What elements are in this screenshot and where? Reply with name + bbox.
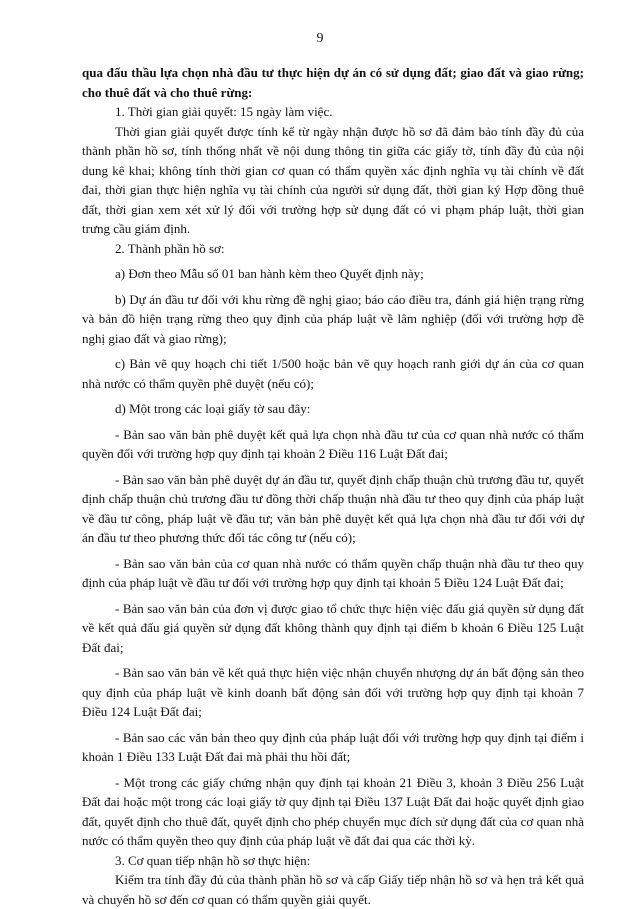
time-limit-body: Thời gian giải quyết được tính kể từ ngày nhận được hồ sơ đã đảm bảo tính đầy đủ của thành phần hồ sơ, tính thống nhất về nội dung thông tin giữa các giấy tờ, tính đầy đủ của nội dung kê khai; không tính thời gian cơ quan có thẩm quyền xác định nghĩa vụ tài chính về đất đai, thời gian thực hiện nghĩa vụ tài chính của người sử dụng đất, thời gian ký Hợp đồng thuê đất, thời gian xem xét xử lý đối với trường hợp sử dụng đất có vi phạm pháp luật, thời gian trưng cầu giám định. bbox=[82, 123, 584, 236]
dossier-item-a: a) Đơn theo Mẫu số 01 ban hành kèm theo Quyết định này; bbox=[115, 266, 424, 281]
dossier-title: 2. Thành phần hồ sơ: bbox=[115, 240, 225, 256]
dossier-subitem: - Một trong các giấy chứng nhận quy định tại khoản 21 Điều 3, khoản 3 Điều 256 Luật Đất đai hoặc một trong các loại giấy tờ quy định tại Điều 137 Luật Đất đai hoặc quyết định giao đất, quyết định cho thuê đất, quyết định cho phép chuyển mục đích sử dụng đất của cơ quan nhà nước có thẩm quyền theo quy định của pháp luật về đất đai qua các thời kỳ. bbox=[82, 774, 584, 848]
dossier-subitem: - Bản sao văn bản về kết quả thực hiện việc nhận chuyển nhượng dự án bất động sản theo quy định của pháp luật về kinh doanh bất động sản đối với trường hợp quy định tại khoản 7 Điều 124 Luật Đất đai; bbox=[82, 665, 584, 719]
receiving-agency-title: 3. Cơ quan tiếp nhận hồ sơ thực hiện: bbox=[115, 852, 311, 868]
receiving-agency-body: Kiểm tra tính đầy đủ của thành phần hồ sơ và cấp Giấy tiếp nhận hồ sơ và hẹn trả kết quả và chuyển hồ sơ đến cơ quan có thẩm quyền giải quyết. bbox=[82, 872, 584, 907]
dossier-subitem: - Bản sao văn bản phê duyệt kết quả lựa chọn nhà đầu tư của cơ quan nhà nước có thẩm quyền đối với trường hợp quy định tại khoản 2 Điều 116 Luật Đất đai; bbox=[82, 426, 584, 461]
page-number: 9 bbox=[316, 31, 324, 46]
dossier-subitem: - Bản sao văn bản phê duyệt dự án đầu tư, quyết định chấp thuận chủ trương đầu tư, quyết định chấp thuận chủ trương đầu tư đồng thời chấp thuận nhà đầu tư theo quy định của pháp luật về đầu tư công, pháp luật về đầu tư; văn bản phê duyệt kết quả lựa chọn nhà đầu tư đối với dự án đầu tư theo phương thức đối tác công tư (nếu có); bbox=[82, 471, 584, 545]
dossier-item-c: c) Bản vẽ quy hoạch chi tiết 1/500 hoặc bản vẽ quy hoạch ranh giới dự án của cơ quan nhà nước có thẩm quyền phê duyệt (nếu có); bbox=[82, 356, 584, 391]
dossier-item-d: d) Một trong các loại giấy tờ sau đây: bbox=[115, 401, 311, 416]
dossier-subitem: - Bản sao các văn bản theo quy định của pháp luật đối với trường hợp quy định tại điểm i khoản 1 Điều 133 Luật Đất đai mà phải thu hồi đất; bbox=[82, 729, 584, 764]
dossier-subitem: - Bản sao văn bản của cơ quan nhà nước có thẩm quyền chấp thuận nhà đầu tư theo quy định của pháp luật về đầu tư đối với trường hợp quy định tại khoản 5 Điều 124 Luật Đất đai; bbox=[82, 555, 584, 590]
time-limit-title: 1. Thời gian giải quyết: 15 ngày làm việc. bbox=[115, 104, 333, 119]
dossier-subitem: - Bản sao văn bản của đơn vị được giao tổ chức thực hiện việc đấu giá quyền sử dụng đất về kết quả đấu giá quyền sử dụng đất không thành quy định tại điểm b khoản 6 Điều 125 Luật Đất đai; bbox=[82, 600, 584, 655]
dossier-item-b: b) Dự án đầu tư đối với khu rừng đề nghị giao; báo cáo điều tra, đánh giá hiện trạng rừng và bản đồ hiện trạng rừng theo quy định của pháp luật về lâm nghiệp (đối với trường hợp đề nghị giao đất và giao rừng); bbox=[82, 291, 584, 346]
document-body bbox=[82, 63, 584, 909]
section-heading: qua đấu thầu lựa chọn nhà đầu tư thực hiện dự án có sử dụng đất; giao đất và giao rừng; cho thuê đất và cho thuê rừng: bbox=[82, 65, 584, 100]
